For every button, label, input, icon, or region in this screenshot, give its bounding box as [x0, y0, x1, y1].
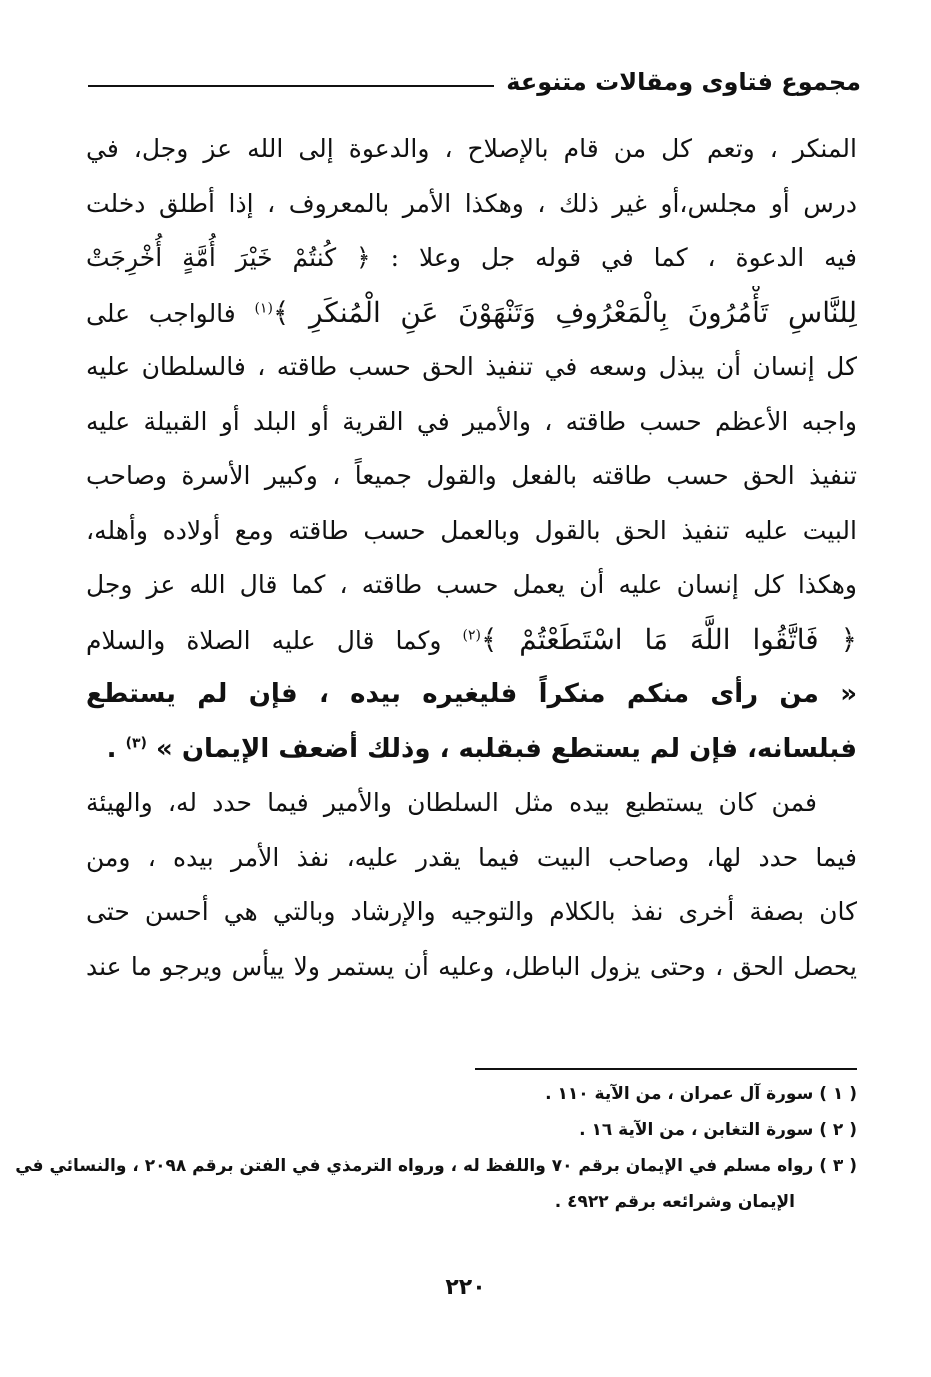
body-line-text: فيه الدعوة ، كما في قوله جل وعلا : ﴿ كُنتُمْ خَيْرَ أُمَّةٍ أُخْرِجَتْ: [86, 243, 857, 272]
body-line: فيما حدد لها، وصاحب البيت فيما يقدر عليه، نفذ الأمر بيده ، ومن: [86, 842, 857, 872]
body-line-text: فالواجب على: [86, 298, 236, 328]
body-line: [86, 286, 857, 341]
body-line: البيت عليه تنفيذ الحق بالقول وبالعمل حسب طاقته ومع أولاده وأهله،: [86, 515, 857, 545]
running-header: [88, 58, 861, 106]
body-line: تنفيذ الحق حسب طاقته بالفعل والقول جميعاً ، وكبير الأسرة وصاحب: [86, 461, 857, 490]
body-line: المنكر ، وتعم كل من قام بالإصلاح ، والدعوة إلى الله عز وجل، في: [86, 134, 857, 163]
footnote-3-continued: الإيمان وشرائعه برقم ٤٩٢٢ .: [554, 1192, 795, 1212]
body-text: [86, 122, 857, 994]
hadith-line: « من رأى منكم منكراً فليغيره بيده ، فإن لم يستطع: [86, 679, 857, 709]
footnote-ref-2: (٢): [462, 627, 481, 644]
body-line: وهكذا كل إنسان عليه أن يعمل حسب طاقته ، كما قال الله عز وجل: [86, 570, 857, 599]
footnote-separator: [475, 1068, 857, 1070]
footnote-ref-1: (١): [254, 300, 273, 317]
body-line: واجبه الأعظم حسب طاقته ، والأمير في القرية أو البلد أو القبيلة عليه: [86, 406, 857, 436]
quran-verse: ﴿ فَاتَّقُوا اللَّهَ مَا اسْتَطَعْتُمْ ﴾: [480, 622, 857, 656]
body-line: [86, 613, 857, 668]
full-stop: .: [106, 733, 117, 764]
header-rule: [88, 85, 494, 87]
header-title: مجموع فتاوى ومقالات متنوعة: [506, 68, 861, 96]
body-line-text: وكما قال عليه الصلاة والسلام: [86, 625, 442, 655]
body-line: كل إنسان أن يبذل وسعه في تنفيذ الحق حسب طاقته ، فالسلطان عليه: [86, 352, 857, 381]
hadith-line: [86, 722, 857, 777]
footnote-3: ( ٣ ) رواه مسلم في الإيمان برقم ٧٠ واللفظ له ، ورواه الترمذي في الفتن برقم ٢٠٩٨ ، والنسائي في: [15, 1156, 857, 1176]
quran-verse: لِلنَّاسِ تَأْمُرُونَ بِالْمَعْرُوفِ وَتَنْهَوْنَ عَنِ الْمُنكَرِ ﴾: [272, 295, 857, 329]
hadith-text: فبلسانه، فإن لم يستطع فبقلبه ، وذلك أضعف الإيمان »: [156, 733, 857, 764]
body-line: كان بصفة أخرى نفذ بالكلام والتوجيه والإرشاد وبالتي هي أحسن حتى: [86, 897, 857, 926]
footnote-1: ( ١ ) سورة آل عمران ، من الآية ١١٠ .: [545, 1084, 857, 1104]
footnote-2: ( ٢ ) سورة التغابن ، من الآية ١٦ .: [579, 1120, 857, 1140]
body-line: يحصل الحق ، وحتى يزول الباطل، وعليه أن يستمر ولا ييأس ويرجو ما عند: [86, 951, 857, 981]
page-number: ٢٢٠: [445, 1275, 486, 1300]
footnote-ref-3: (٣): [125, 734, 147, 751]
body-line: درس أو مجلس،أو غير ذلك ، وهكذا الأمر بالمعروف ، إذا أطلق دخلت: [86, 188, 857, 218]
body-line: [86, 231, 857, 286]
footnotes: [15, 1076, 857, 1220]
body-line: فمن كان يستطيع بيده مثل السلطان والأمير فيما حدد له، والهيئة: [86, 788, 817, 817]
